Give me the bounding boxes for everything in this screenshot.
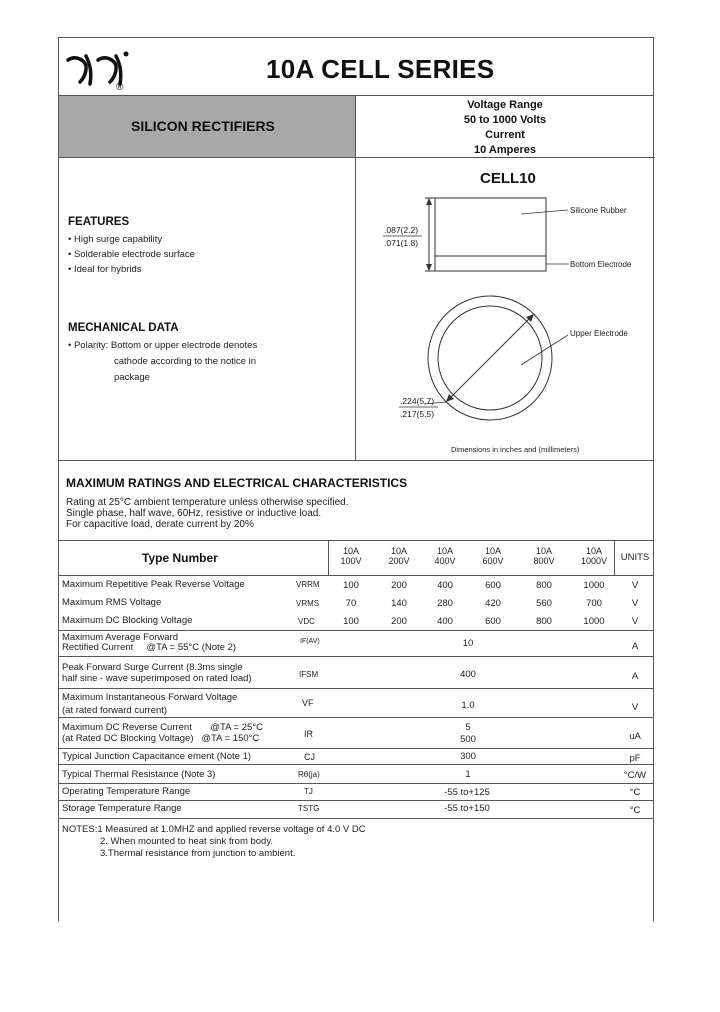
table-line (59, 748, 653, 749)
ratings-title: MAXIMUM RATINGS AND ELECTRICAL CHARACTERISTICS (66, 476, 408, 490)
feature-item: • Solderable electrode surface (68, 249, 195, 260)
cell-value: 10 (462, 638, 474, 649)
divider (59, 460, 653, 461)
cell-unit: V (631, 702, 639, 713)
row-label (62, 662, 252, 684)
row-label: Maximum RMS Voltage (62, 597, 162, 608)
cell-value: 200 (391, 580, 407, 591)
note-line: 3.Thermal resistance from junction to ambient. (100, 848, 296, 859)
category-label: SILICON RECTIFIERS (131, 118, 275, 134)
label-bottom: Bottom Electrode (570, 260, 632, 269)
cell-value: 1000 (583, 580, 605, 591)
leader-line (521, 210, 568, 214)
condition-line: Single phase, half wave, 60Hz, resistive or inductive load. (66, 508, 322, 519)
cell-unit: uA (629, 731, 641, 742)
arrow-head (426, 198, 432, 205)
row-label-line: Rectified Current @TA = 55°C (Note 2) (62, 642, 237, 653)
row-symbol: CJ (304, 752, 315, 762)
column-header: 10A 200V (388, 546, 410, 566)
row-symbol: TJ (304, 787, 313, 796)
row-symbol: VRRM (296, 580, 320, 589)
dim2-bottom-label: .217(5.5) (400, 409, 435, 419)
cell-value: 800 (536, 616, 552, 627)
cell-value: 600 (485, 580, 501, 591)
cell-value: -55 to+125 (444, 787, 490, 798)
condition-line: For capacitive load, derate current by 20% (66, 519, 254, 530)
voltage-range-value: 50 to 1000 Volts (463, 114, 547, 126)
cell-unit: A (631, 641, 639, 652)
cell-value: -55 to+150 (444, 803, 490, 814)
cell-unit: V (631, 616, 639, 627)
condition-line: Rating at 25°C ambient temperature unless otherwise specified. (66, 497, 349, 508)
row-label: Operating Temperature Range (62, 786, 191, 797)
note-line: 2. When mounted to heat sink from body. (100, 836, 274, 847)
dim1-bottom-label: .071(1.8) (384, 238, 419, 248)
mechanical-line: package (114, 372, 150, 383)
table-line (59, 656, 653, 657)
cell-value: 800 (536, 580, 552, 591)
row-label (62, 633, 236, 653)
table-line (59, 764, 653, 765)
row-symbol: Rθ(ja) (298, 770, 320, 779)
dim1-top-label: .087(2.2) (384, 225, 419, 235)
feature-item: • Ideal for hybrids (68, 264, 142, 275)
cell-value: 700 (586, 598, 602, 609)
row-label-line: Maximum DC Reverse Current @TA = 25°C (62, 722, 263, 733)
cell-unit: °C/W (623, 770, 647, 781)
row-symbol: IF(AV) (300, 638, 320, 645)
cell-unit: V (631, 580, 639, 591)
row-label (62, 722, 263, 744)
cell-value: 560 (536, 598, 552, 609)
cell-unit: V (631, 598, 639, 609)
table-line (59, 540, 653, 541)
note-line: NOTES:1 Measured at 1.0MHZ and applied reverse voltage of 4.0 V DC (62, 824, 366, 835)
feature-item: • High surge capability (68, 234, 163, 245)
table-line (328, 540, 329, 575)
cell-body (435, 198, 546, 271)
cell-value: 600 (485, 616, 501, 627)
notes-section (62, 824, 366, 860)
type-number-header: Type Number (142, 551, 218, 565)
column-header: 10A 400V (434, 546, 456, 566)
row-symbol: VDC (298, 617, 315, 626)
cell-value: 300 (460, 751, 476, 762)
row-label (62, 691, 237, 717)
features-heading: FEATURES (68, 216, 130, 228)
cell-unit: pF (629, 753, 641, 764)
cell-value: 1000 (583, 616, 605, 627)
row-label: Typical Junction Capacitance ement (Note 1) (62, 751, 252, 762)
cell-value: 280 (437, 598, 453, 609)
cell-value: 100 (343, 616, 359, 627)
registered-mark: ® (116, 82, 124, 93)
table-line (59, 818, 653, 819)
cell-value: 100 (343, 580, 359, 591)
row-label-line: Maximum Average Forward (62, 632, 178, 643)
row-label-line: half sine - wave superimposed on rated load) (62, 673, 252, 684)
diagram-title: CELL10 (480, 170, 536, 187)
features-section (68, 216, 348, 277)
row-label-line: Maximum Instantaneous Forward Voltage (62, 692, 238, 703)
current-value: 10 Amperes (474, 144, 536, 156)
divider (59, 157, 655, 158)
row-label: Maximum Repetitive Peak Reverse Voltage (62, 579, 245, 590)
row-label: Storage Temperature Range (62, 803, 182, 814)
column-header: 10A 600V (482, 546, 504, 566)
row-label-line: (at Rated DC Blocking Voltage) @TA = 150°C (62, 733, 260, 744)
row-symbol: VRMS (296, 599, 320, 608)
cell-unit: A (631, 671, 639, 682)
cell-value: 400 (437, 580, 453, 591)
column-header: 10A 800V (533, 546, 555, 566)
cell-value: 200 (391, 616, 407, 627)
cell-value: 400 (437, 616, 453, 627)
cell-unit: °C (629, 787, 641, 798)
page-title: 10A CELL SERIES (266, 54, 495, 84)
cell-value: 500 (460, 734, 476, 745)
cell-value: 400 (460, 669, 476, 680)
cell-value: 1 (465, 769, 471, 780)
ratings-summary (357, 96, 653, 158)
row-label: Maximum DC Blocking Voltage (62, 615, 193, 626)
cell-value: 5 (465, 722, 471, 733)
row-label: Typical Thermal Resistance (Note 3) (62, 769, 216, 780)
mechanical-heading: MECHANICAL DATA (68, 322, 179, 334)
diameter-line (446, 314, 534, 402)
row-symbol: IR (304, 729, 313, 739)
current-label: Current (485, 129, 525, 141)
dimensions-caption: Dimensions in inches and (millimeters) (451, 445, 580, 454)
row-symbol: VF (302, 698, 314, 708)
arrow-head (426, 264, 432, 271)
units-header: UNITS (620, 552, 650, 563)
cell-value: 420 (485, 598, 501, 609)
table-line (59, 575, 653, 576)
mechanical-line: • Polarity: Bottom or upper electrode denotes (68, 340, 258, 351)
cell-value: 1.0 (461, 700, 475, 711)
row-symbol: TSTG (298, 804, 320, 813)
row-label-line: (at rated forward current) (62, 705, 168, 716)
voltage-range-label: Voltage Range (467, 99, 543, 111)
cell-value: 70 (345, 598, 357, 609)
column-header: 10A 1000V (580, 546, 608, 566)
row-label-line: Peak Forward Surge Current (8.3ms single (62, 662, 243, 673)
mechanical-line: cathode according to the notice in (114, 356, 257, 367)
cell-value: 140 (391, 598, 407, 609)
mechanical-section (68, 322, 348, 386)
row-symbol: IFSM (299, 670, 319, 679)
cell-unit: °C (629, 805, 641, 816)
leader-line (521, 335, 568, 365)
label-upper: Upper Electrode (570, 329, 628, 338)
table-line (59, 688, 653, 689)
package-diagram (356, 160, 652, 460)
label-rubber: Silicone Rubber (570, 206, 627, 215)
table-line (59, 630, 653, 631)
ratings-conditions (66, 497, 348, 530)
table-line (59, 717, 653, 718)
table-line (59, 800, 653, 801)
category-band (59, 96, 355, 157)
table-line (59, 783, 653, 784)
table-line (614, 540, 615, 575)
column-header: 10A 100V (340, 546, 362, 566)
dim2-top-label: .224(5.7) (400, 396, 435, 406)
